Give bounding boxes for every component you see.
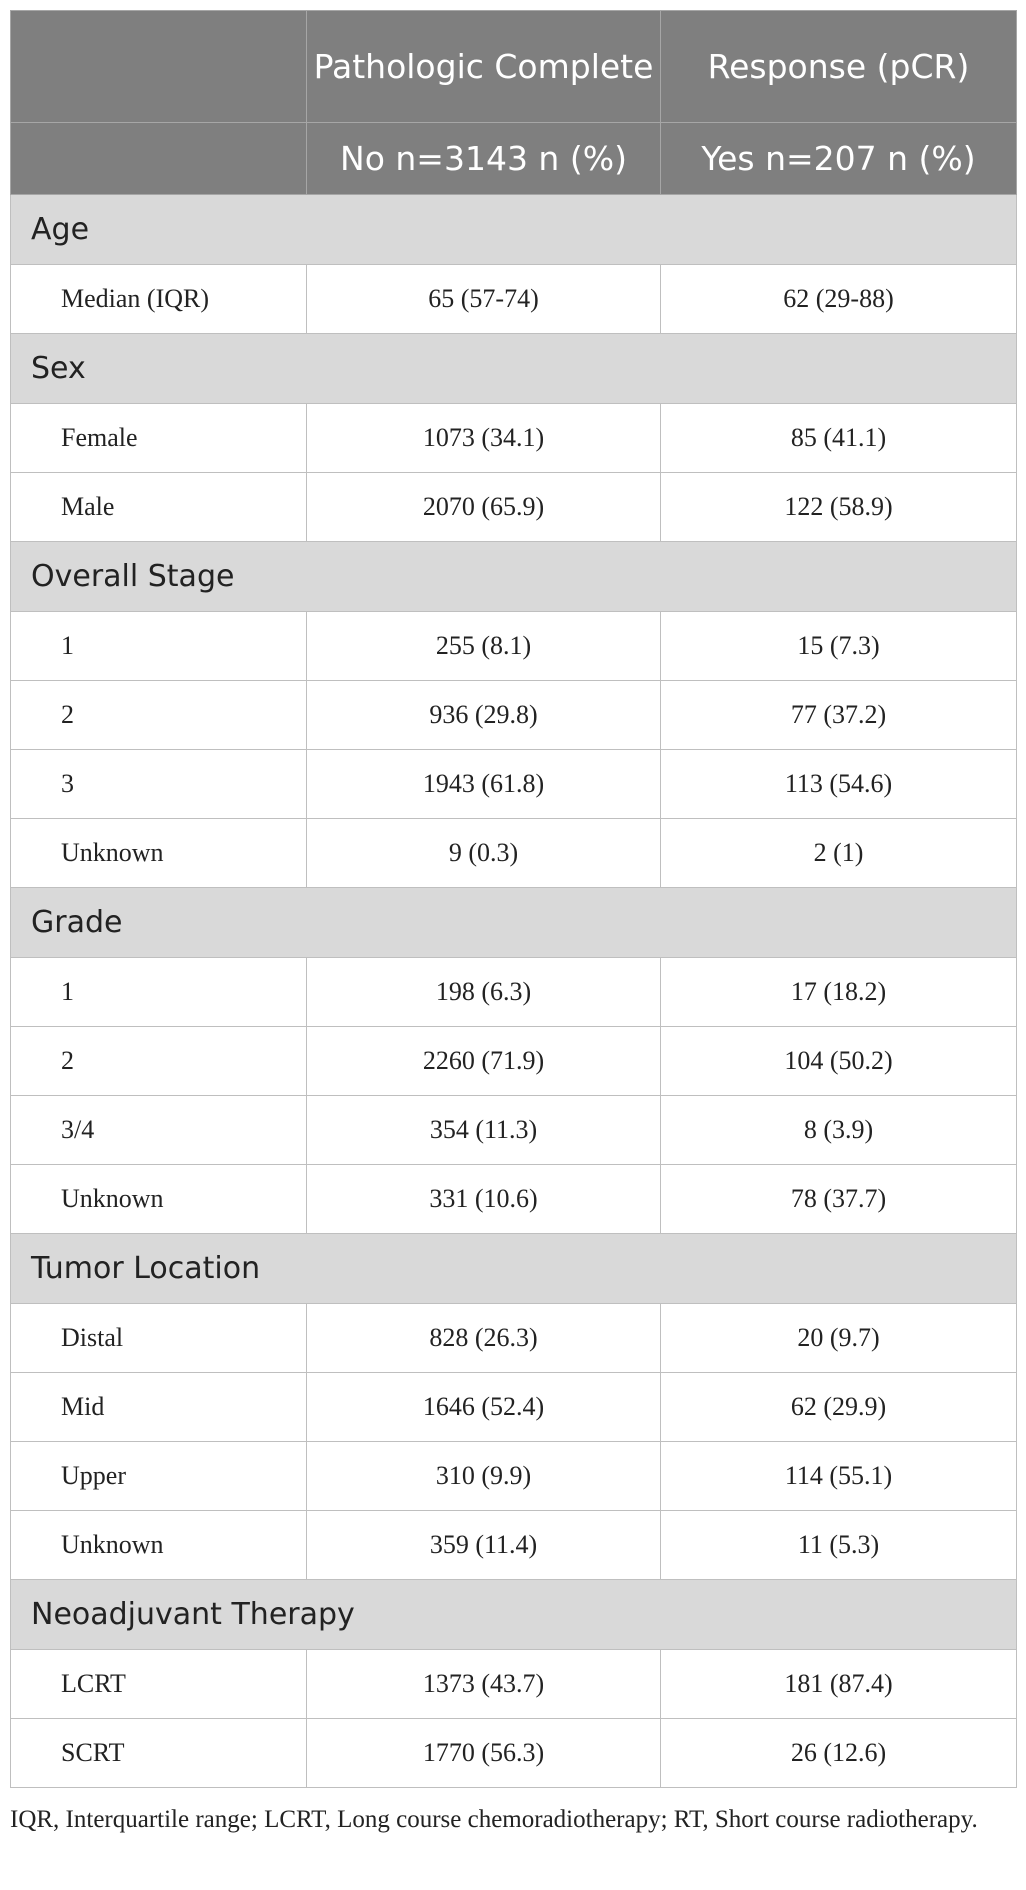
section-title: Neoadjuvant Therapy [11, 1580, 1017, 1650]
section-title: Tumor Location [11, 1234, 1017, 1304]
no-pcr-value: 310 (9.9) [307, 1442, 661, 1511]
table-row [11, 1027, 1017, 1096]
row-label: SCRT [11, 1719, 307, 1788]
no-pcr-value: 354 (11.3) [307, 1096, 661, 1165]
table-body [11, 195, 1017, 1788]
yes-pcr-value: 20 (9.7) [661, 1304, 1017, 1373]
no-pcr-value: 828 (26.3) [307, 1304, 661, 1373]
pcr-characteristics-table [10, 10, 1017, 1788]
header-yes-group: Yes n=207 n (%) [661, 123, 1017, 195]
yes-pcr-value: 62 (29.9) [661, 1373, 1017, 1442]
table-footnote: IQR, Interquartile range; LCRT, Long course chemoradiotherapy; RT, Short course radiotherapy. [10, 1806, 978, 1833]
table-row [11, 404, 1017, 473]
yes-pcr-value: 104 (50.2) [661, 1027, 1017, 1096]
no-pcr-value: 936 (29.8) [307, 681, 661, 750]
row-label: 3 [11, 750, 307, 819]
no-pcr-value: 2070 (65.9) [307, 473, 661, 542]
section-title: Sex [11, 334, 1017, 404]
yes-pcr-value: 181 (87.4) [661, 1650, 1017, 1719]
no-pcr-value: 1373 (43.7) [307, 1650, 661, 1719]
yes-pcr-value: 122 (58.9) [661, 473, 1017, 542]
table-row [11, 473, 1017, 542]
table-row [11, 1442, 1017, 1511]
header-response-pcr: Response (pCR) [661, 11, 1017, 123]
no-pcr-value: 1770 (56.3) [307, 1719, 661, 1788]
yes-pcr-value: 15 (7.3) [661, 612, 1017, 681]
row-label: 2 [11, 681, 307, 750]
yes-pcr-value: 113 (54.6) [661, 750, 1017, 819]
table-row [11, 1650, 1017, 1719]
table-row [11, 819, 1017, 888]
yes-pcr-value: 8 (3.9) [661, 1096, 1017, 1165]
header-row-1 [11, 11, 1017, 123]
table-row [11, 1096, 1017, 1165]
yes-pcr-value: 2 (1) [661, 819, 1017, 888]
row-label: LCRT [11, 1650, 307, 1719]
yes-pcr-value: 77 (37.2) [661, 681, 1017, 750]
no-pcr-value: 1646 (52.4) [307, 1373, 661, 1442]
no-pcr-value: 198 (6.3) [307, 958, 661, 1027]
table-row [11, 265, 1017, 334]
row-label: Median (IQR) [11, 265, 307, 334]
no-pcr-value: 331 (10.6) [307, 1165, 661, 1234]
table-header [11, 11, 1017, 195]
row-label: 2 [11, 1027, 307, 1096]
no-pcr-value: 359 (11.4) [307, 1511, 661, 1580]
yes-pcr-value: 26 (12.6) [661, 1719, 1017, 1788]
header-pathologic-complete: Pathologic Complete [307, 11, 661, 123]
table-row [11, 1719, 1017, 1788]
table-row [11, 1304, 1017, 1373]
table-row [11, 1511, 1017, 1580]
row-label: Male [11, 473, 307, 542]
header-row-2 [11, 123, 1017, 195]
yes-pcr-value: 78 (37.7) [661, 1165, 1017, 1234]
section-row [11, 542, 1017, 612]
section-row [11, 334, 1017, 404]
section-row [11, 195, 1017, 265]
no-pcr-value: 2260 (71.9) [307, 1027, 661, 1096]
header-corner-top [11, 11, 307, 123]
yes-pcr-value: 85 (41.1) [661, 404, 1017, 473]
no-pcr-value: 255 (8.1) [307, 612, 661, 681]
row-label: Unknown [11, 819, 307, 888]
row-label: 3/4 [11, 1096, 307, 1165]
row-label: 1 [11, 958, 307, 1027]
table-row [11, 1165, 1017, 1234]
yes-pcr-value: 11 (5.3) [661, 1511, 1017, 1580]
no-pcr-value: 1073 (34.1) [307, 404, 661, 473]
yes-pcr-value: 62 (29-88) [661, 265, 1017, 334]
table-row [11, 958, 1017, 1027]
table-row [11, 1373, 1017, 1442]
section-title: Age [11, 195, 1017, 265]
row-label: Unknown [11, 1165, 307, 1234]
table-row [11, 612, 1017, 681]
table-row [11, 750, 1017, 819]
section-title: Grade [11, 888, 1017, 958]
row-label: Upper [11, 1442, 307, 1511]
row-label: Female [11, 404, 307, 473]
no-pcr-value: 9 (0.3) [307, 819, 661, 888]
row-label: Distal [11, 1304, 307, 1373]
section-row [11, 1234, 1017, 1304]
row-label: 1 [11, 612, 307, 681]
row-label: Unknown [11, 1511, 307, 1580]
header-corner-bottom [11, 123, 307, 195]
row-label: Mid [11, 1373, 307, 1442]
yes-pcr-value: 114 (55.1) [661, 1442, 1017, 1511]
no-pcr-value: 1943 (61.8) [307, 750, 661, 819]
section-row [11, 888, 1017, 958]
header-no-group: No n=3143 n (%) [307, 123, 661, 195]
section-title: Overall Stage [11, 542, 1017, 612]
yes-pcr-value: 17 (18.2) [661, 958, 1017, 1027]
no-pcr-value: 65 (57-74) [307, 265, 661, 334]
table-row [11, 681, 1017, 750]
section-row [11, 1580, 1017, 1650]
data-table-container [10, 10, 1016, 1788]
